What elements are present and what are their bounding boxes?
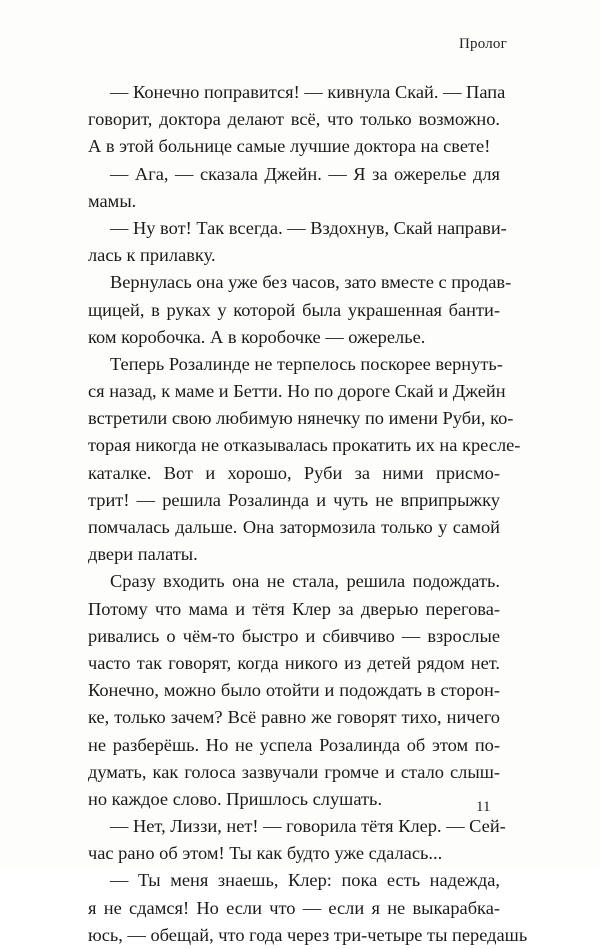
text-line: час рано об этом! Ты как будто уже сдалась... [88,843,443,864]
text-line: ривались о чём-то быстро и сбивчиво — взрослые [88,625,500,646]
text-line: — Конечно поправится! — кивнула Скай. — Папа [110,82,506,102]
text-line: ся назад, к маме и Бетти. Но по дороге Скай и Джейн [88,381,506,402]
text-line: Вернулась она уже без часов, зато вместе с продав- [110,272,512,293]
text-line: ком коробочка. А в коробочке — ожерелье. [88,326,426,347]
text-line: думать, как голоса зазвучали громче и стало слыш- [88,761,500,782]
text-line: щицей, в руках у которой была украшенная банти- [88,299,500,320]
text-line: А в этой больнице самые лучшие доктора на свете! [88,136,491,157]
text-line: Теперь Розалинде не терпелось поскорее вернуть- [110,353,503,374]
text-line: я не сдамся! Но если что — если я не выкарабка- [88,897,500,918]
text-line: помчалась дальше. Она затормозила только у самой [88,517,500,537]
text-line: трит! — решила Розалинда и чуть не вприпрыжку [88,489,500,510]
text-line: — Ага, — сказала Джейн. — Я за ожерелье для [110,163,500,184]
page-number: 11 [476,799,491,815]
text-line: но каждое слово. Пришлось слушать. [88,788,383,809]
text-line: юсь, — обещай, что года через три-четыре ты передашь [88,924,528,945]
text-line: мамы. [88,190,137,211]
text-line: двери палаты. [88,544,198,565]
text-line: лась к прилавку. [88,245,216,266]
text-line: ке, только зачем? Всё равно же говорят тихо, ничего [88,707,500,728]
text-line: не разберёшь. Но не успела Розалинда об этом по- [88,734,500,755]
text-line: каталке. Вот и хорошо, Руби за ними присмо- [88,462,500,483]
text-line: говорит, доктора делают всё, что только возможно. [88,109,500,130]
text-line: Сразу входить она не стала, решила подождать. [110,571,500,592]
text-line: торая никогда не отказывалась прокатить их на кресле- [88,435,521,456]
text-line: — Нет, Лиззи, нет! — говорила тётя Клер. — Сей- [110,816,506,837]
text-line: — Ну вот! Так всегда. — Вздохнув, Скай направи- [110,217,507,238]
text-line: Потому что мама и тётя Клер за дверью перегова- [88,598,500,619]
text-line: Конечно, можно было отойти и подождать в сторон- [88,680,500,701]
text-line: часто так говорят, когда никого из детей рядом нет. [88,652,500,673]
text-line: встретили свою любимую нянечку по имени Руби, ко- [88,408,514,429]
text-line: — Ты меня знаешь, Клер: пока есть надежда, [110,870,500,891]
body-text [88,79,528,949]
running-header: Пролог [459,36,507,52]
